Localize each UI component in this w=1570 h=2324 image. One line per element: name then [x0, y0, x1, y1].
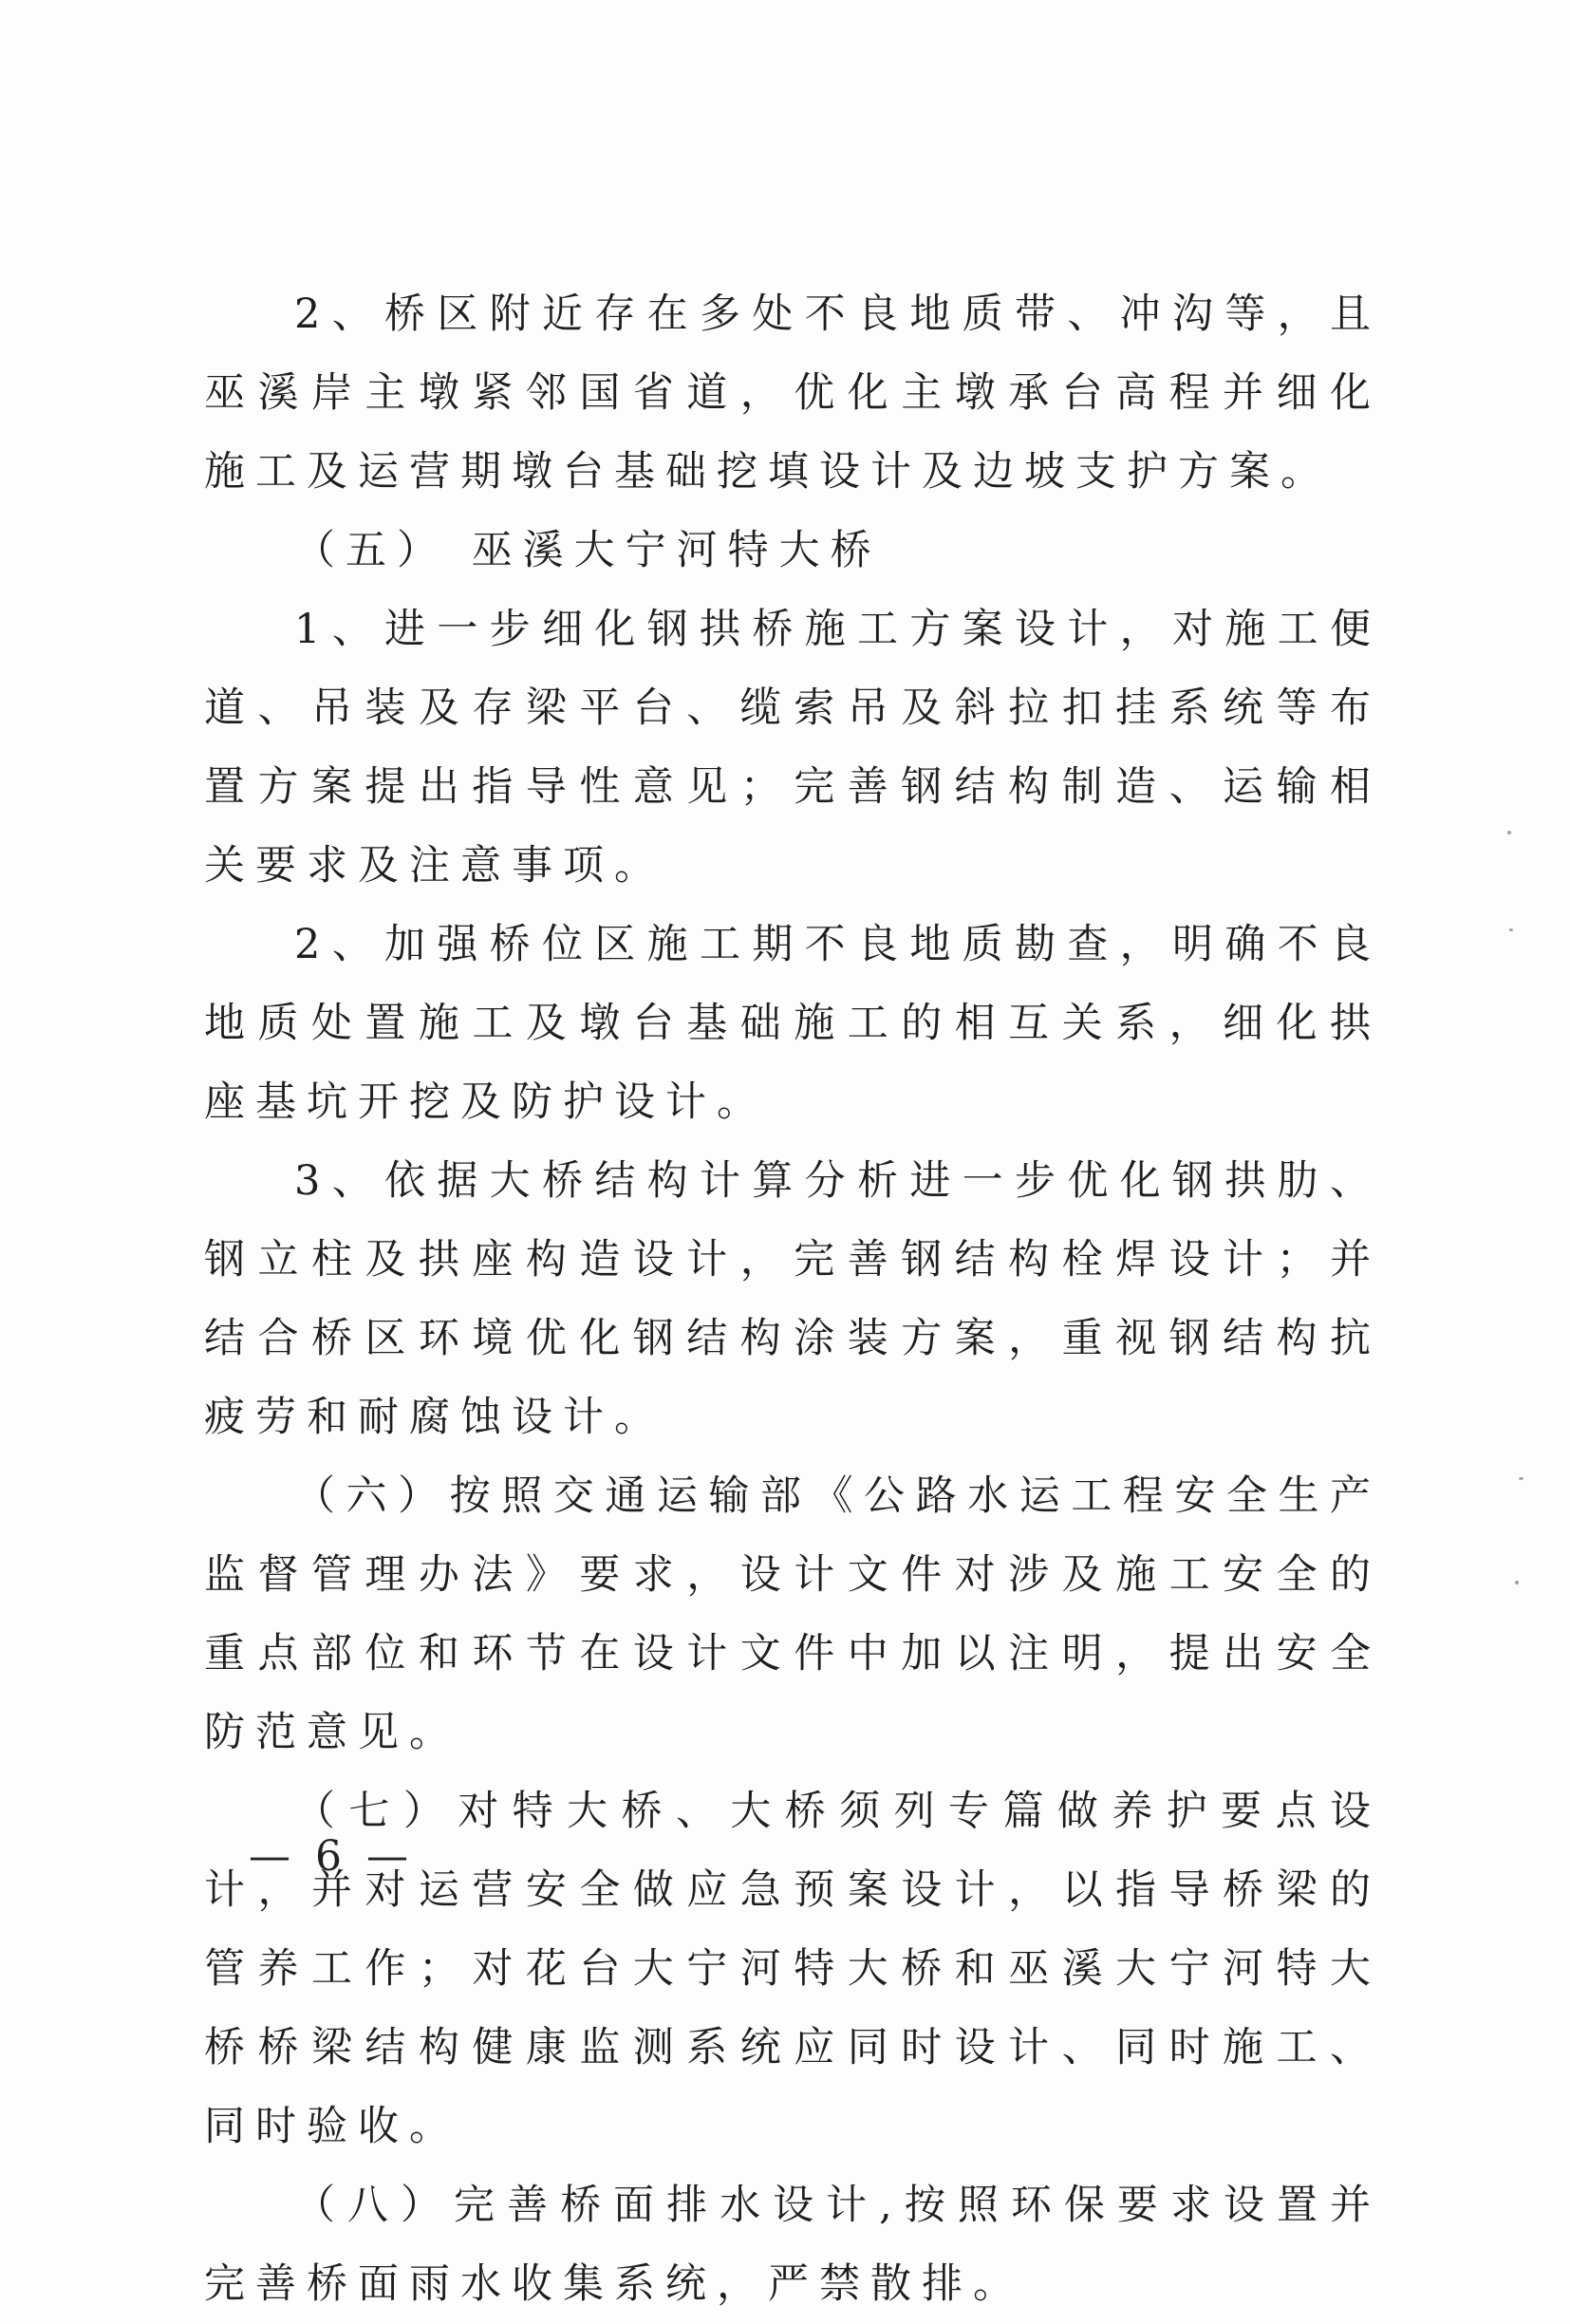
paragraph-item-2-geology: 2、桥区附近存在多处不良地质带、冲沟等，且巫溪岸主墩紧邻国省道，优化主墩承台高程并细化施工及运营期墩台基础挖填设计及边坡支护方案。: [204, 290, 1381, 496]
paragraph-section-8-drainage: （八）完善桥面排水设计,按照环保要求设置并完善桥面雨水收集系统，严禁散排。: [204, 2182, 1381, 2308]
scan-speck-1: [1507, 831, 1511, 834]
paragraph-section-7-maintenance: （七）对特大桥、大桥须列专篇做养护要点设计，并对运营安全做应急预案设计，以指导桥梁的管养工作；对花台大宁河特大桥和巫溪大宁河特大桥桥梁结构健康监测系统应同时设计、同时施工、同时验收。: [204, 1788, 1381, 2150]
scan-speck-2: [1509, 928, 1513, 931]
paragraph-item-2-survey: 2、加强桥位区施工期不良地质勘查，明确不良地质处置施工及墩台基础施工的相互关系，细化拱座基坑开挖及防护设计。: [204, 921, 1381, 1126]
paragraph-item-3-structure: 3、依据大桥结构计算分析进一步优化钢拱肋、钢立柱及拱座构造设计，完善钢结构栓焊设计；并结合桥区环境优化钢结构涂装方案，重视钢结构抗疲劳和耐腐蚀设计。: [204, 1157, 1381, 1441]
page-number: — 6 —: [249, 1832, 414, 1881]
scan-speck-3: [1519, 1477, 1523, 1480]
scan-speck-4: [1515, 1581, 1519, 1584]
paragraph-item-1-steel-arch: 1、进一步细化钢拱桥施工方案设计，对施工便道、吊装及存梁平台、缆索吊及斜拉扣挂系统等布置方案提出指导性意见；完善钢结构制造、运输相关要求及注意事项。: [204, 606, 1381, 890]
paragraph-section-6-safety: （六）按照交通运输部《公路水运工程安全生产监督管理办法》要求，设计文件对涉及施工安全的重点部位和环节在设计文件中加以注明，提出安全防范意见。: [204, 1472, 1381, 1756]
section-heading-5: （五） 巫溪大宁河特大桥: [294, 527, 882, 574]
document-body: [204, 275, 1381, 2324]
